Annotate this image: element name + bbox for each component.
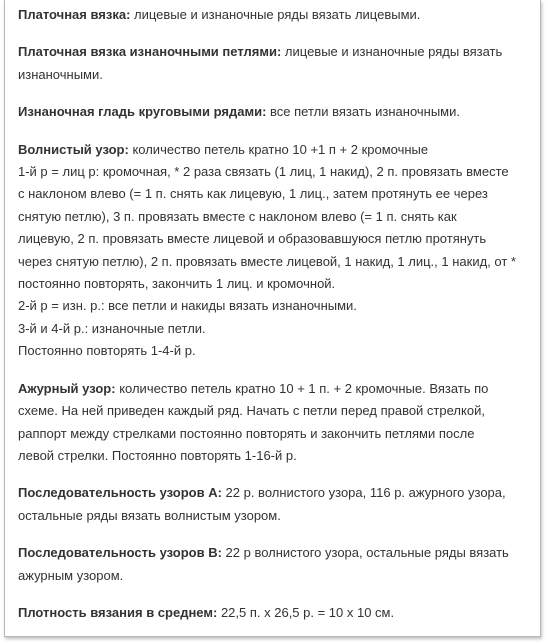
document-content	[18, 4, 530, 637]
document-frame	[4, 0, 541, 637]
text-run: раппорт между стрелками постоянно повторять и закончить петлями после	[18, 425, 475, 441]
term-label: Ажурный узор:	[18, 380, 116, 396]
text-run: остальные ряды вязать волнистым узором.	[18, 507, 281, 523]
text-line	[18, 340, 530, 362]
text-line	[18, 139, 530, 161]
text-run: 2-й р = изн. р.: все петли и накиды вязать изнаночными.	[18, 298, 357, 314]
text-line	[18, 542, 530, 564]
term-label: Плотность вязания в среднем:	[18, 604, 218, 620]
text-run: схеме. На ней приведен каждый ряд. Начать с петли перед правой стрелкой,	[18, 403, 485, 419]
text-run: все петли вязать изнаночными.	[266, 104, 460, 120]
paragraph-gauge	[18, 602, 530, 624]
text-run: постоянно повторять, закончить 1 лиц. и кромочной.	[18, 276, 336, 292]
term-label: Волнистый узор:	[18, 141, 129, 157]
text-run: через снятую петлю), 2 п. провязать вместе лицевой, 1 накид, 1 лиц., 1 накид, от *	[18, 253, 516, 269]
text-run: 22 р. волнистого узора, 116 р. ажурного узора,	[221, 485, 506, 501]
text-line	[18, 295, 530, 317]
text-run: 1-й р = лиц р: кромочная, * 2 раза связать (1 лиц, 1 накид), 2 п. провязать вместе	[18, 164, 509, 180]
text-run: Постоянно повторять 1-4-й р.	[18, 343, 196, 359]
text-line	[18, 423, 530, 445]
paragraph-garter-stitch	[18, 4, 530, 26]
text-line	[18, 101, 530, 123]
text-run: снятую петлю), 3 п. провязать вместе с наклоном влево (= 1 п. снять как	[18, 208, 457, 224]
text-run: лицевые и изнаночные ряды вязать лицевыми.	[130, 7, 421, 22]
paragraph-pattern-sequence-a	[18, 482, 530, 527]
term-label: Последовательность узоров В:	[18, 545, 222, 561]
text-line	[18, 482, 530, 504]
text-run: лицевую, 2 п. провязать вместе лицевой и образовавшуюся петлю протянуть	[18, 231, 487, 247]
text-line	[18, 251, 530, 273]
text-run: ажурным узором.	[18, 567, 124, 583]
paragraph-pattern-sequence-b	[18, 542, 530, 587]
term-label: Платочная вязка:	[18, 7, 131, 22]
text-run: лицевые и изнаночные ряды вязать	[281, 44, 503, 60]
text-line	[18, 161, 530, 183]
text-run: количество петель кратно 10 +1 п + 2 кромочные	[128, 141, 429, 157]
text-line	[18, 565, 530, 587]
text-line	[18, 228, 530, 250]
text-line	[18, 273, 530, 295]
text-line	[18, 183, 530, 205]
text-line	[18, 64, 530, 86]
paragraph-wave-pattern	[18, 139, 530, 363]
term-label: Платочная вязка изнаночными петлями:	[18, 44, 282, 60]
text-run: 22,5 п. х 26,5 р. = 10 х 10 см.	[217, 604, 395, 620]
term-label: Изнаночная гладь круговыми рядами:	[18, 104, 267, 120]
text-line	[18, 378, 530, 400]
text-line	[18, 206, 530, 228]
paragraph-lace-pattern	[18, 378, 530, 468]
text-run: изнаночными.	[18, 66, 103, 82]
text-line	[18, 4, 530, 26]
text-line	[18, 602, 530, 624]
text-line	[18, 445, 530, 467]
paragraph-garter-stitch-purl	[18, 41, 530, 86]
text-line	[18, 400, 530, 422]
term-label: Последовательность узоров А:	[18, 485, 222, 501]
text-run: количество петель кратно 10 + 1 п. + 2 кромочные. Вязать по	[115, 380, 489, 396]
text-line	[18, 505, 530, 527]
text-run: левой стрелки. Постоянно повторять 1-16-й р.	[18, 447, 297, 463]
text-run: 3-й и 4-й р.: изнаночные петли.	[18, 320, 206, 336]
text-run: 22 р волнистого узора, остальные ряды вязать	[221, 545, 509, 561]
text-line	[18, 41, 530, 63]
text-line	[18, 318, 530, 340]
text-run: с наклоном влево (= 1 п. снять как лицевую, 1 лиц., затем протянуть ее через	[18, 186, 488, 202]
paragraph-reverse-stockinette	[18, 101, 530, 123]
